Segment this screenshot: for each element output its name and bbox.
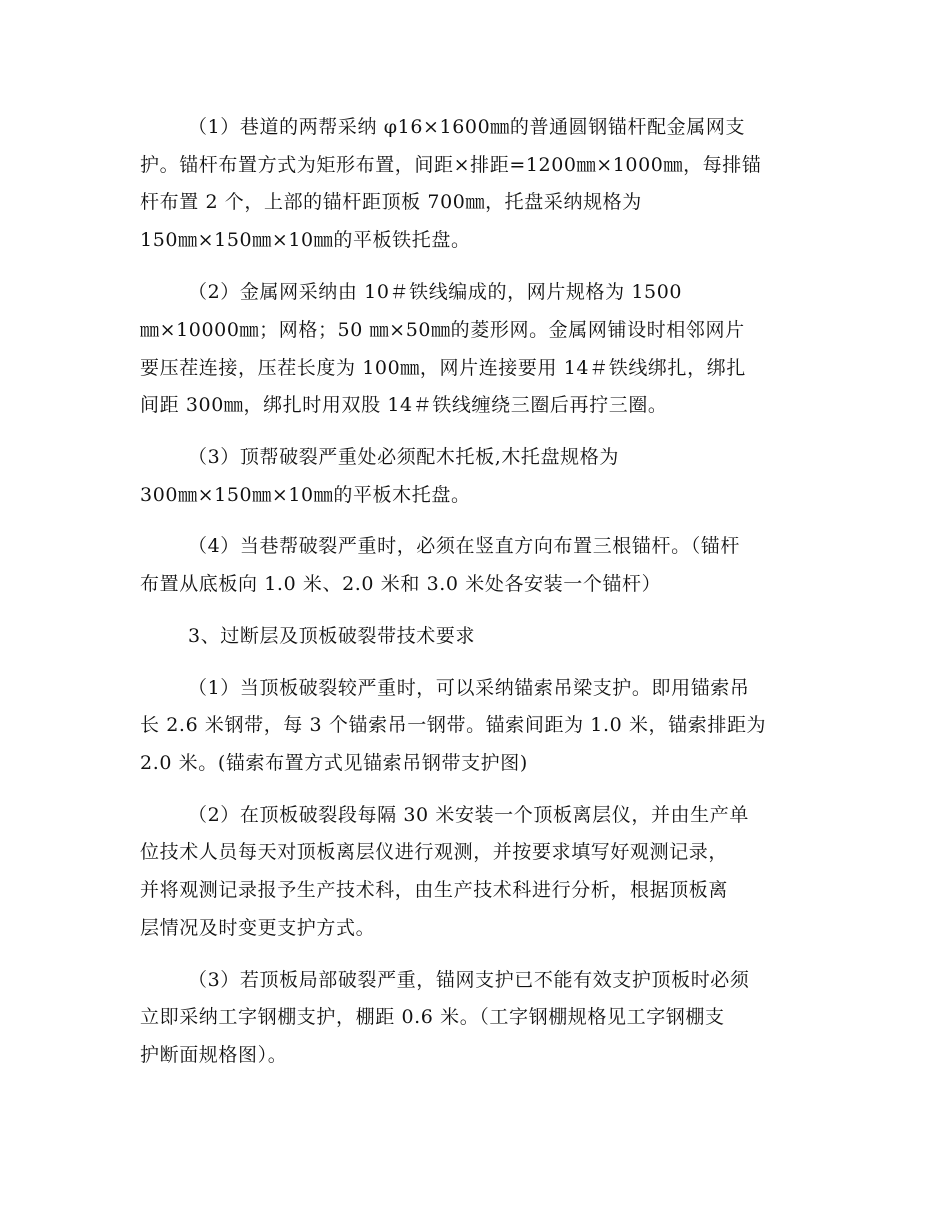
paragraph-7-line-1: （3）若顶板局部破裂严重，锚网支护已不能有效支护顶板时必须 (188, 969, 750, 991)
paragraph-1-line-2: 护。锚杆布置方式为矩形布置，间距×排距=1200㎜×1000㎜，每排锚 (140, 154, 762, 176)
paragraph-4-line-2: 布置从底板向 1.0 米、2.0 米和 3.0 米处各安装一个锚杆） (140, 573, 662, 595)
paragraph-5-line-2: 长 2.6 米钢带，每 3 个锚索吊一钢带。锚索间距为 1.0 米，锚索排距为 (140, 714, 767, 736)
paragraph-2-line-4: 间距 300㎜，绑扎时用双股 14＃铁线缠绕三圈后再拧三圈。 (140, 394, 668, 416)
section-heading-3: 3、过断层及顶板破裂带技术要求 (188, 625, 476, 647)
paragraph-6-line-2: 位技术人员每天对顶板离层仪进行观测，并按要求填写好观测记录， (140, 841, 729, 863)
paragraph-2-line-1: （2）金属网采纳由 10＃铁线编成的，网片规格为 1500 (188, 281, 683, 303)
paragraph-7-line-2: 立即采纳工字钢棚支护，棚距 0.6 米。（工字钢棚规格见工字钢棚支 (140, 1006, 725, 1028)
paragraph-5-line-1: （1）当顶板破裂较严重时，可以采纳锚索吊梁支护。即用锚索吊 (188, 677, 750, 699)
paragraph-6-line-1: （2）在顶板破裂段每隔 30 米安装一个顶板离层仪，并由生产单 (188, 804, 749, 826)
paragraph-6-line-3: 并将观测记录报予生产技术科，由生产技术科进行分析，根据顶板离 (140, 879, 729, 901)
paragraph-1-line-1: （1）巷道的两帮采纳 φ16×1600㎜的普通圆钢锚杆配金属网支 (188, 116, 746, 138)
paragraph-5-line-3: 2.0 米。(锚索布置方式见锚索吊钢带支护图) (140, 752, 528, 774)
paragraph-4-line-1: （4）当巷帮破裂严重时，必须在竖直方向布置三根锚杆。（锚杆 (188, 535, 740, 557)
paragraph-2-line-3: 要压茬连接，压茬长度为 100㎜，网片连接要用 14＃铁线绑扎，绑扎 (140, 357, 746, 379)
paragraph-3-line-1: （3）顶帮破裂严重处必须配木托板,木托盘规格为 (188, 446, 619, 468)
paragraph-1-line-3: 杆布置 2 个，上部的锚杆距顶板 700㎜，托盘采纳规格为 (140, 191, 642, 213)
paragraph-6-line-4: 层情况及时变更支护方式。 (140, 917, 376, 939)
paragraph-2-line-2: ㎜×10000㎜；网格；50 ㎜×50㎜的菱形网。金属网铺设时相邻网片 (140, 319, 745, 341)
paragraph-3-line-2: 300㎜×150㎜×10㎜的平板木托盘。 (140, 484, 471, 506)
paragraph-7-line-3: 护断面规格图）。 (140, 1044, 288, 1066)
paragraph-1-line-4: 150㎜×150㎜×10㎜的平板铁托盘。 (140, 229, 471, 251)
